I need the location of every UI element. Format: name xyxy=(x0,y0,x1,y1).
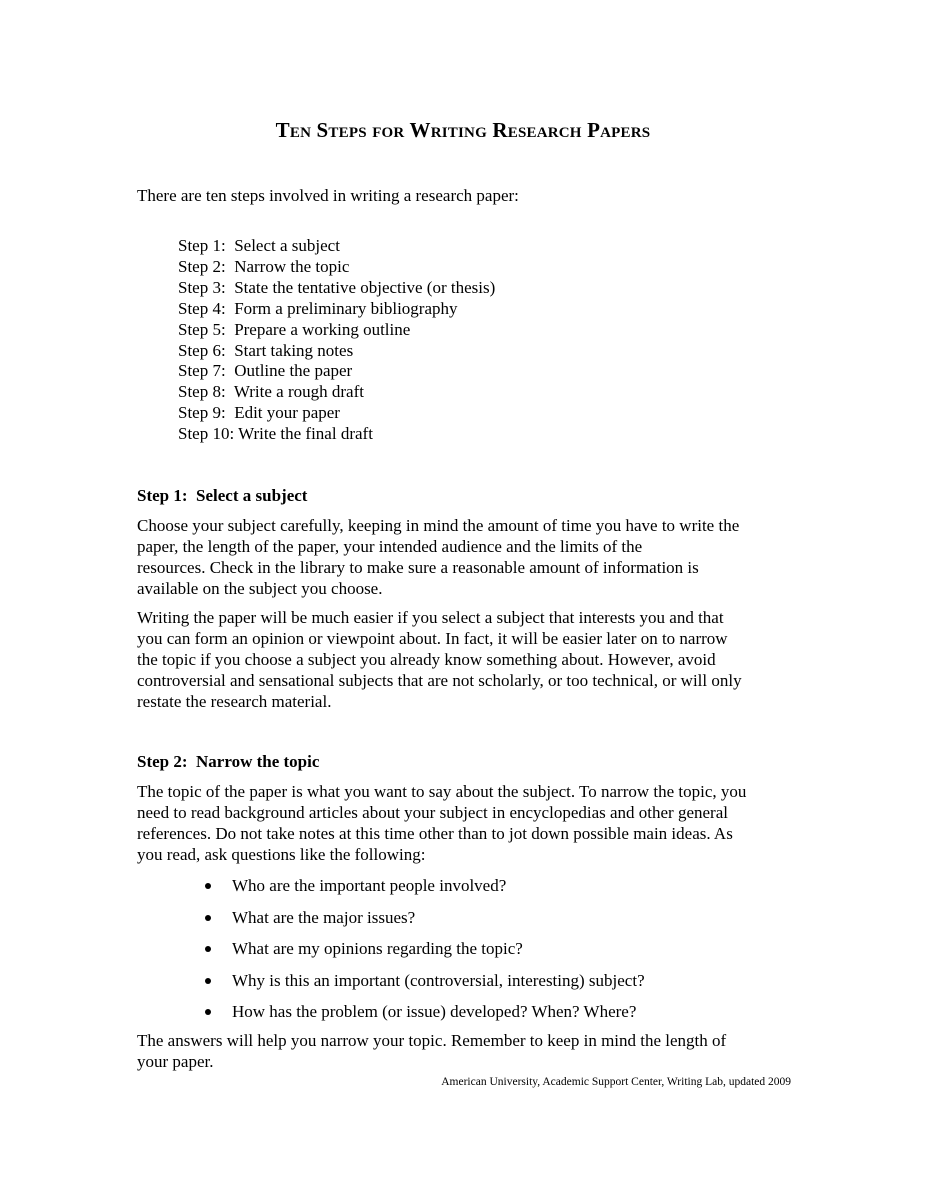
step2-paragraph-1 xyxy=(137,781,797,865)
step1-heading: Step 1: Select a subject xyxy=(137,486,308,505)
text-line: the topic if you choose a subject you already know something about. However, avoid xyxy=(137,650,716,669)
list-item xyxy=(203,970,645,1002)
list-item-text: How has the problem (or issue) developed? When? Where? xyxy=(232,1002,637,1021)
text-line: you can form an opinion or viewpoint about. In fact, it will be easier later on to narrow xyxy=(137,629,728,648)
list-item-text: What are the major issues? xyxy=(232,907,416,927)
list-item-text: Why is this an important (controversial, interesting) subject? xyxy=(232,970,645,990)
questions-list xyxy=(203,875,645,1033)
text-line: paper, the length of the paper, your intended audience and the limits of the xyxy=(137,537,643,556)
list-item: Step 5: Prepare a working outline xyxy=(178,319,411,339)
text-line: Choose your subject carefully, keeping in mind the amount of time you have to write the xyxy=(137,516,740,535)
list-item: Step 6: Start taking notes xyxy=(178,340,354,360)
step2-heading: Step 2: Narrow the topic xyxy=(137,752,320,771)
text-line: you read, ask questions like the following: xyxy=(137,845,426,864)
list-item xyxy=(203,875,645,907)
list-item xyxy=(203,938,645,970)
list-item: Step 10: Write the final draft xyxy=(178,424,373,444)
step2-paragraph-2 xyxy=(137,1030,797,1072)
text-line: resources. Check in the library to make sure a reasonable amount of information is xyxy=(137,558,699,577)
text-line: need to read background articles about your subject in encyclopedias and other general xyxy=(137,803,728,822)
list-item: Step 1: Select a subject xyxy=(178,236,340,255)
step1-paragraph-1 xyxy=(137,515,797,599)
list-item xyxy=(203,1001,645,1033)
text-line: controversial and sensational subjects that are not scholarly, or too technical, or will only xyxy=(137,671,742,690)
list-item: Step 7: Outline the paper xyxy=(178,361,353,381)
list-item-text: What are my opinions regarding the topic? xyxy=(232,939,523,958)
bullet-icon xyxy=(205,946,211,952)
bullet-icon xyxy=(205,1009,211,1015)
text-line: your paper. xyxy=(137,1052,214,1071)
bullet-icon xyxy=(205,883,211,889)
bullet-icon xyxy=(205,978,211,984)
text-line: restate the research material. xyxy=(137,692,332,711)
list-item: Step 2: Narrow the topic xyxy=(178,256,350,276)
text-line: The answers will help you narrow your topic. Remember to keep in mind the length of xyxy=(137,1031,727,1050)
text-line: The topic of the paper is what you want to say about the subject. To narrow the topic, you xyxy=(137,782,747,801)
list-item: Step 8: Write a rough draft xyxy=(178,382,364,402)
step1-paragraph-2 xyxy=(137,607,797,712)
list-item xyxy=(203,907,645,939)
text-line: Writing the paper will be much easier if you select a subject that interests you and that xyxy=(137,608,724,627)
intro-text: There are ten steps involved in writing a research paper: xyxy=(137,186,519,205)
text-line: available on the subject you choose. xyxy=(137,579,383,598)
page-footer: American University, Academic Support Center, Writing Lab, updated 2009 xyxy=(441,1076,791,1088)
list-item: Step 4: Form a preliminary bibliography xyxy=(178,298,458,318)
bullet-icon xyxy=(205,915,211,921)
list-item-text: Who are the important people involved? xyxy=(232,876,507,895)
text-line: references. Do not take notes at this time other than to jot down possible main ideas. As xyxy=(137,824,733,843)
page-title: Ten Steps for Writing Research Papers xyxy=(275,118,651,142)
steps-list xyxy=(178,236,495,445)
list-item: Step 9: Edit your paper xyxy=(178,403,340,423)
list-item: Step 3: State the tentative objective (or thesis) xyxy=(178,277,496,297)
